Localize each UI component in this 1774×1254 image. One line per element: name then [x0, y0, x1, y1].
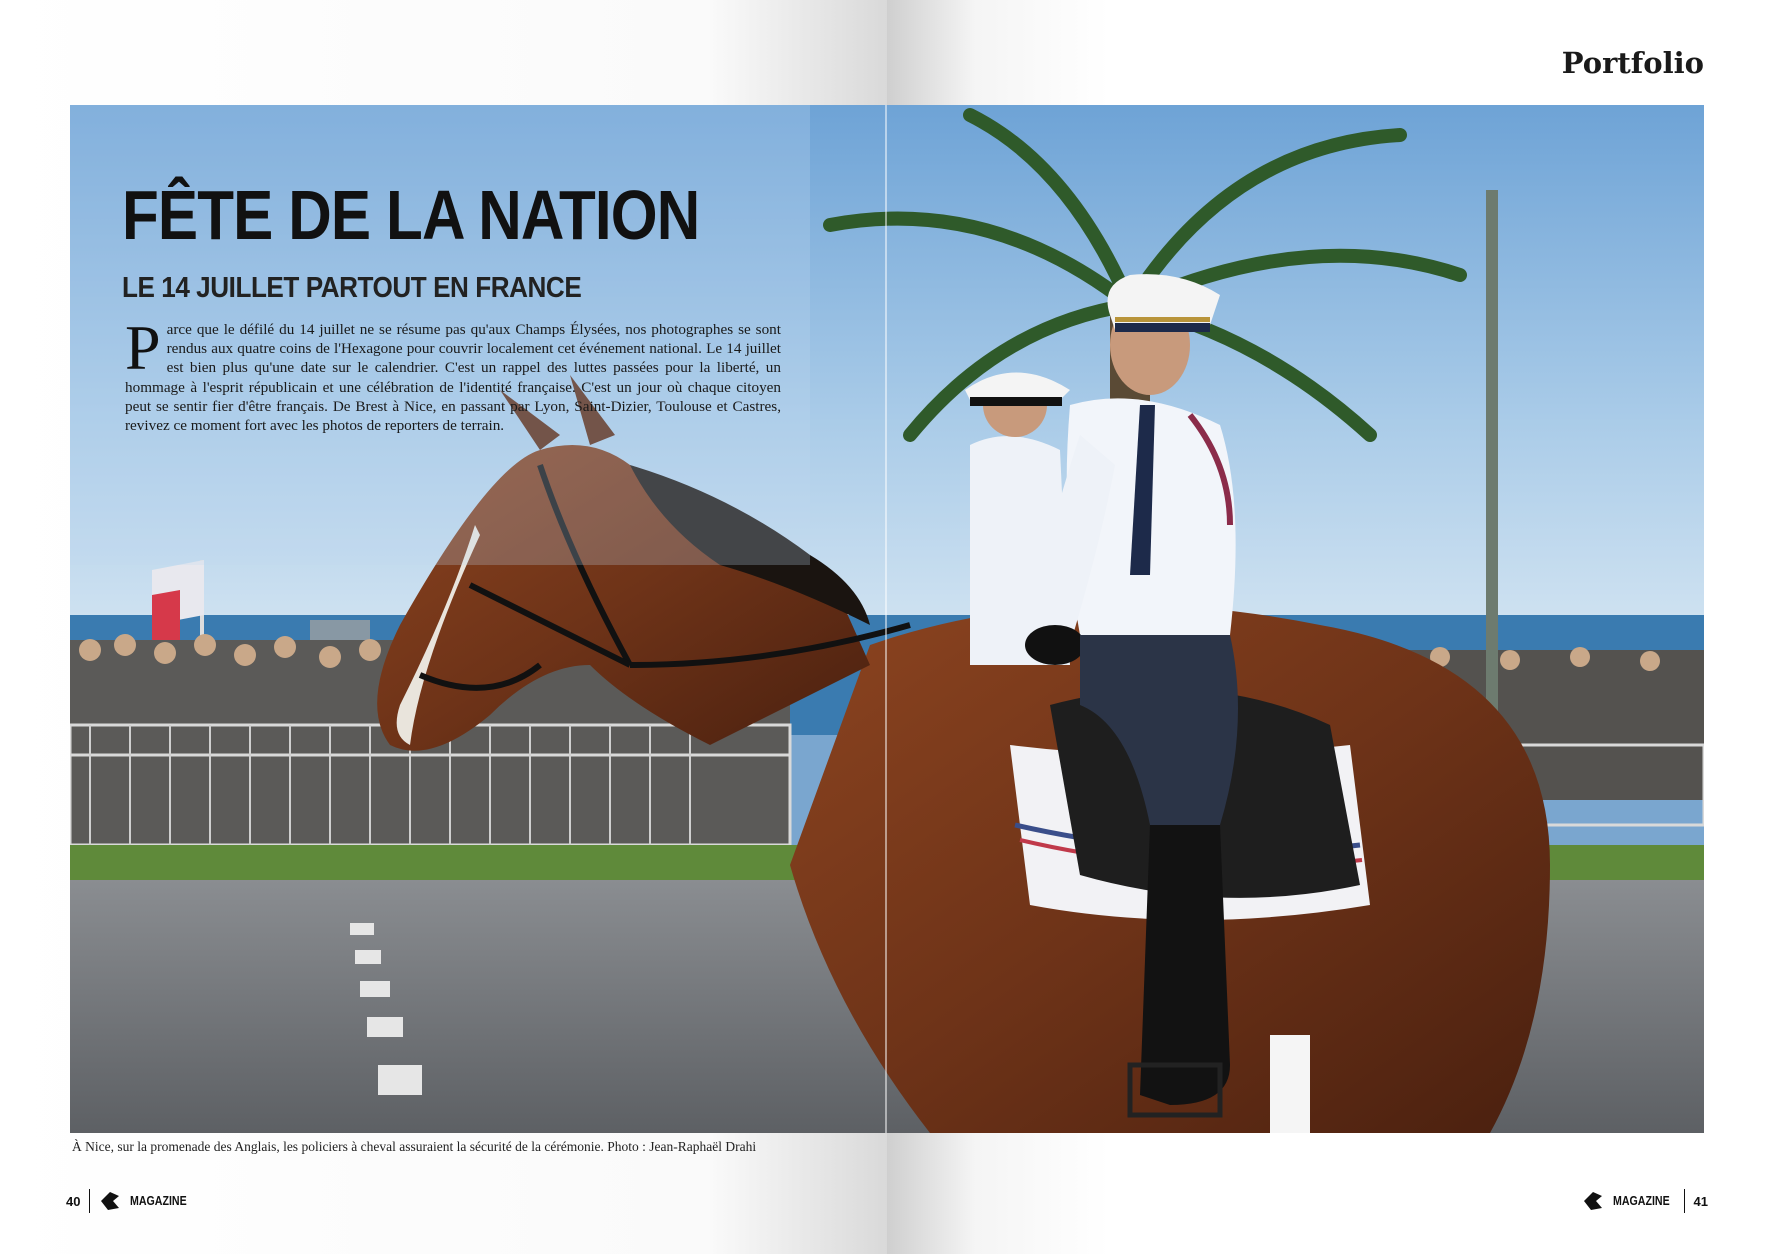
intro-text: arce que le défilé du 14 juillet ne se résume pas qu'aux Champs Élysées, nos photographes se sont rendus aux quatre coins de l'Hexagone pour couvrir localement cet événement national. Le 14 juillet est bien plus qu'une date sur le calendrier. C'est un rappel des luttes passées pour la liberté, un hommage à l'esprit républicain et une célébration de l'identité française. C'est un jour où chaque citoyen peut se sentir fier d'être français. De Brest à Nice, en passant par Lyon, Saint-Dizier, Toulouse et Castres, revivez ce moment fort avec les photos de reporters de terrain.: [125, 321, 781, 435]
section-title: Portfolio: [1561, 46, 1704, 80]
magazine-label-left: MAGAZINE: [130, 1194, 188, 1208]
page-number-left: 40: [66, 1193, 81, 1209]
magazine-logo-icon: [99, 1190, 121, 1212]
spread-photo: [70, 105, 1704, 1133]
magazine-logo-icon: [1582, 1190, 1604, 1212]
folio-left: [66, 1189, 192, 1213]
folio-divider: [1684, 1189, 1685, 1213]
article-title: FÊTE DE LA NATION: [122, 176, 700, 254]
photo-caption: À Nice, sur la promenade des Anglais, les policiers à cheval assuraient la sécurité de la cérémonie. Photo : Jean-Raphaël Drahi: [72, 1139, 757, 1154]
folio-divider: [89, 1189, 90, 1213]
police-horse-photo: [70, 105, 1704, 1133]
drop-cap: P: [125, 312, 161, 383]
folio-right: [1582, 1189, 1708, 1213]
article-subtitle: LE 14 JUILLET PARTOUT EN FRANCE: [122, 272, 582, 304]
magazine-label-right: MAGAZINE: [1612, 1194, 1670, 1208]
article-intro: [125, 312, 781, 435]
page-number-right: 41: [1693, 1193, 1708, 1209]
